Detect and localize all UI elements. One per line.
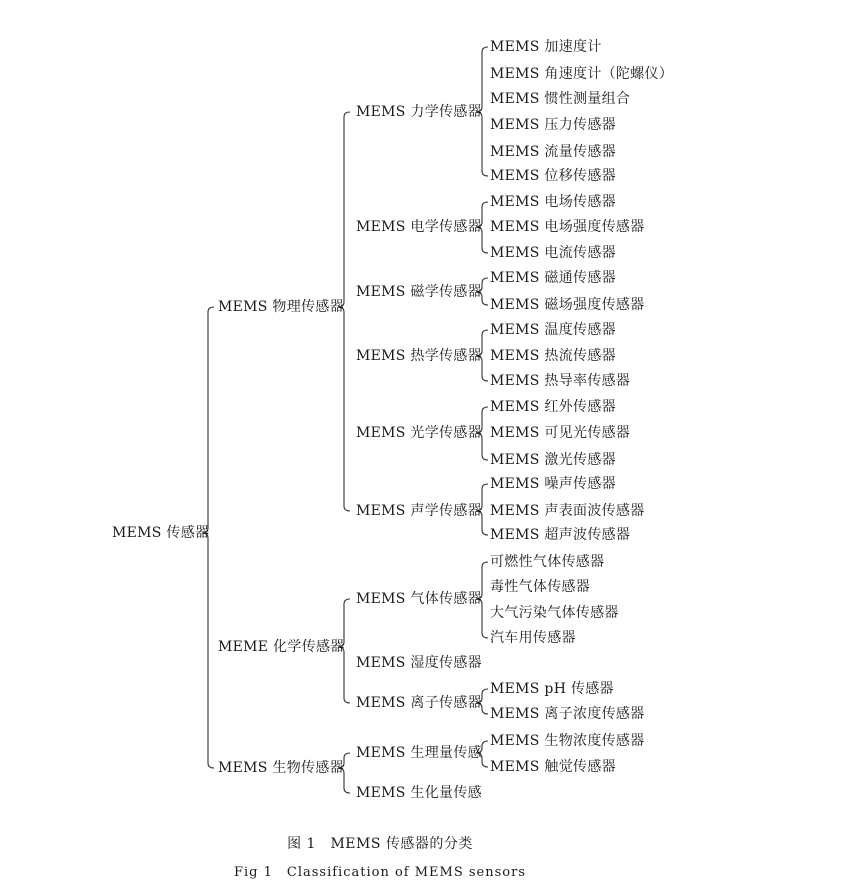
- figure-caption-english: Fig 1 Classification of MEMS sensors: [233, 865, 526, 880]
- leaf-node: MEMS 惯性测量组合: [490, 91, 631, 107]
- leaf-node: MEMS 声表面波传感器: [490, 503, 645, 519]
- category-node: MEMS 湿度传感器: [356, 655, 482, 671]
- leaf-node: MEMS 可见光传感器: [490, 425, 631, 441]
- leaf-node: MEMS 角速度计（陀螺仪）: [490, 66, 674, 82]
- leaf-node: MEMS 红外传感器: [490, 399, 616, 415]
- leaf-node: 毒性气体传感器: [490, 579, 591, 595]
- figure-caption-chinese: 图 1 MEMS 传感器的分类: [287, 836, 473, 852]
- leaf-node: 大气污染气体传感器: [490, 605, 619, 621]
- leaf-node: MEMS 压力传感器: [490, 117, 616, 133]
- leaf-node: MEMS 热流传感器: [490, 348, 616, 364]
- category-node: MEMS 磁学传感器: [356, 284, 482, 300]
- leaf-node: MEMS 电场传感器: [490, 194, 616, 210]
- leaf-node: 可燃性气体传感器: [490, 554, 605, 570]
- leaf-node: MEMS 电场强度传感器: [490, 219, 645, 235]
- leaf-node: MEMS 磁通传感器: [490, 270, 616, 286]
- leaf-node: MEMS 超声波传感器: [490, 527, 631, 543]
- leaf-node: MEMS 离子浓度传感器: [490, 706, 645, 722]
- leaf-node: MEMS 流量传感器: [490, 144, 616, 160]
- branch-node: MEMS 物理传感器: [218, 299, 344, 315]
- leaf-node: MEMS 噪声传感器: [490, 476, 616, 492]
- leaf-node: MEMS pH 传感器: [490, 681, 614, 697]
- category-node: MEMS 电学传感器: [356, 219, 482, 235]
- branch-node: MEMS 生物传感器: [218, 760, 344, 776]
- category-node: MEMS 声学传感器: [356, 503, 482, 519]
- leaf-node: MEMS 加速度计: [490, 39, 602, 55]
- category-node: MEMS 生理量传感: [356, 745, 482, 761]
- leaf-node: MEMS 温度传感器: [490, 322, 616, 338]
- leaf-node: MEMS 激光传感器: [490, 452, 616, 468]
- leaf-node: MEMS 热导率传感器: [490, 373, 631, 389]
- leaf-node: MEMS 位移传感器: [490, 168, 616, 184]
- category-node: MEMS 生化量传感: [356, 785, 482, 801]
- category-node: MEMS 热学传感器: [356, 348, 482, 364]
- category-node: MEMS 离子传感器: [356, 695, 482, 711]
- leaf-node: MEMS 磁场强度传感器: [490, 297, 645, 313]
- category-node: MEMS 光学传感器: [356, 425, 482, 441]
- leaf-node: MEMS 触觉传感器: [490, 759, 616, 775]
- leaf-node: MEMS 生物浓度传感器: [490, 733, 645, 749]
- root-node: MEMS 传感器: [112, 525, 210, 541]
- leaf-node: MEMS 电流传感器: [490, 245, 616, 261]
- branch-node: MEME 化学传感器: [218, 639, 345, 655]
- leaf-node: 汽车用传感器: [490, 630, 576, 646]
- category-node: MEMS 力学传感器: [356, 104, 482, 120]
- category-node: MEMS 气体传感器: [356, 591, 482, 607]
